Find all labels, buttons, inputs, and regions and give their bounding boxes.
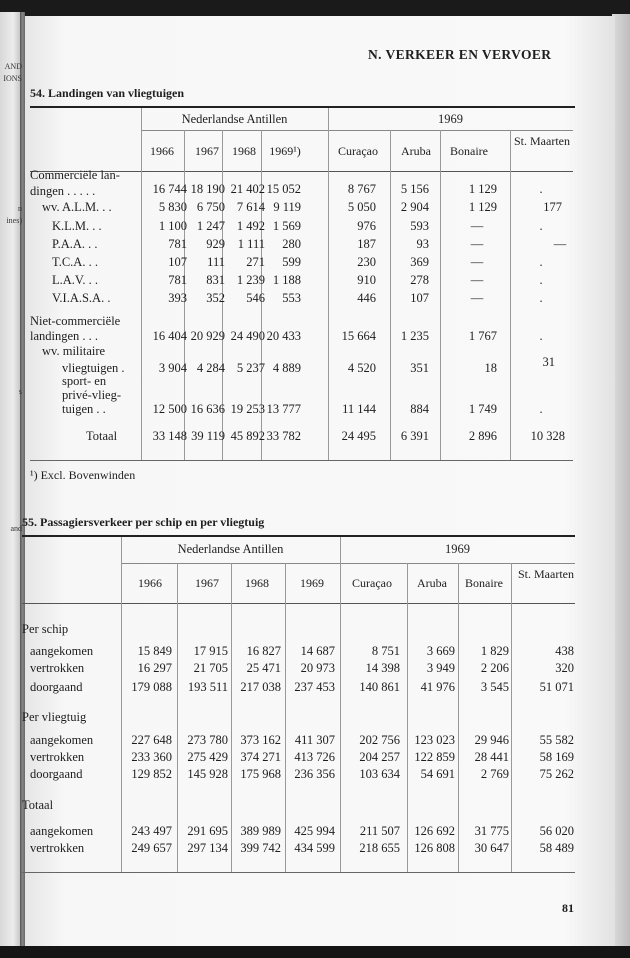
table-title: 54. Landingen van vliegtuigen xyxy=(30,86,185,100)
table-cell: . xyxy=(539,219,543,233)
table-cell: 831 xyxy=(206,273,225,287)
table-cell: 140 861 xyxy=(359,680,400,694)
column-divider xyxy=(121,537,122,872)
table-cell: 411 307 xyxy=(294,733,335,747)
table-cell: 243 497 xyxy=(131,824,172,838)
table-cell: 1 129 xyxy=(468,182,497,196)
table-cell: 16 827 xyxy=(246,644,281,658)
table-cell: 1 749 xyxy=(468,402,497,416)
table-cell: 393 xyxy=(168,291,187,305)
table-cell: 16 404 xyxy=(152,329,187,343)
column-header: Curaçao xyxy=(352,576,392,590)
table-cell: 8 767 xyxy=(347,182,376,196)
table-cell: 16 297 xyxy=(137,661,172,675)
table-cell: 271 xyxy=(246,255,265,269)
table-cell: 373 162 xyxy=(240,733,281,747)
table-cell: 51 071 xyxy=(539,680,574,694)
table-cell: 929 xyxy=(206,237,225,251)
row-label-line: vliegtuigen . xyxy=(62,361,125,375)
table-cell: 237 453 xyxy=(294,680,335,694)
table-cell: 1 829 xyxy=(480,644,509,658)
table-cell: . xyxy=(539,291,543,305)
table-cell: 5 237 xyxy=(236,361,265,375)
table-top-rule xyxy=(22,535,575,537)
facing-page-edge xyxy=(0,12,22,952)
page-number: 81 xyxy=(562,901,574,915)
table-cell: 4 889 xyxy=(272,361,301,375)
table-cell: 111 xyxy=(207,255,225,269)
table-cell: 230 xyxy=(357,255,376,269)
row-label: vertrokken xyxy=(30,661,85,675)
column-header: St. Maarten xyxy=(518,567,574,581)
table-cell: 976 xyxy=(357,219,376,233)
table-cell: — xyxy=(470,273,484,287)
table-cell: 599 xyxy=(282,255,301,269)
table-cell: 351 xyxy=(410,361,429,375)
table-cell: 781 xyxy=(168,273,187,287)
table-cell: 8 751 xyxy=(371,644,400,658)
table-cell: 145 928 xyxy=(187,767,228,781)
header-divider xyxy=(141,130,573,131)
row-label: aangekomen xyxy=(30,824,94,838)
table-cell: 3 904 xyxy=(158,361,187,375)
row-label-line: wv. A.L.M. . . xyxy=(42,200,112,214)
table-title: 55. Passagiersverkeer per schip en per vliegtuig xyxy=(22,515,265,529)
margin-fragment: s xyxy=(18,387,22,396)
column-header: Aruba xyxy=(417,576,447,590)
row-label-line: wv. militaire xyxy=(42,344,106,358)
row-label: aangekomen xyxy=(30,733,94,747)
column-header: Curaçao xyxy=(338,144,378,158)
table-cell: 204 257 xyxy=(359,750,400,764)
table-cell: 217 038 xyxy=(240,680,281,694)
table-cell: 20 929 xyxy=(190,329,225,343)
table-cell: 31 xyxy=(542,355,555,369)
table-cell: 1 767 xyxy=(468,329,497,343)
column-header: 1968 xyxy=(232,144,256,158)
table-cell: 24 490 xyxy=(230,329,265,343)
table-cell: 291 695 xyxy=(187,824,228,838)
margin-fragment: and xyxy=(10,524,22,533)
table-cell: 1 188 xyxy=(272,273,301,287)
table-cell: 553 xyxy=(282,291,301,305)
table-cell: 103 634 xyxy=(359,767,400,781)
row-label-line: P.A.A. . . xyxy=(52,237,98,251)
table-cell: 249 657 xyxy=(131,841,172,855)
group-header: 1969 xyxy=(438,112,463,126)
table-cell: 175 968 xyxy=(240,767,281,781)
table-cell: 122 859 xyxy=(414,750,455,764)
table-cell: 4 520 xyxy=(347,361,376,375)
table-cell: . xyxy=(539,273,543,287)
table-cell: 3 949 xyxy=(426,661,455,675)
row-label: vertrokken xyxy=(30,750,85,764)
table-cell: 39 119 xyxy=(191,429,225,443)
table-cell: 9 119 xyxy=(273,200,301,214)
table-cell: 884 xyxy=(410,402,429,416)
table-cell: 1 129 xyxy=(468,200,497,214)
header-divider xyxy=(121,563,575,564)
table-cell: 278 xyxy=(410,273,429,287)
table-cell: 19 253 xyxy=(230,402,265,416)
row-label-line: landingen . . . xyxy=(30,329,99,343)
table-cell: 126 692 xyxy=(414,824,455,838)
table-cell: 193 511 xyxy=(187,680,228,694)
row-label: doorgaand xyxy=(30,680,83,694)
table-cell: 233 360 xyxy=(131,750,172,764)
table-cell: 236 356 xyxy=(294,767,335,781)
table-cell: 4 284 xyxy=(196,361,225,375)
table-cell: 2 769 xyxy=(480,767,509,781)
table-cell: 2 904 xyxy=(400,200,429,214)
table-cell: 56 020 xyxy=(539,824,574,838)
table-cell: . xyxy=(539,402,543,416)
table-cell: 15 664 xyxy=(341,329,376,343)
table-cell: 218 655 xyxy=(359,841,400,855)
table-cell: 434 599 xyxy=(294,841,335,855)
table-cell: 21 705 xyxy=(193,661,228,675)
table-cell: 546 xyxy=(246,291,265,305)
table-cell: 211 507 xyxy=(359,824,400,838)
table-cell: 28 441 xyxy=(474,750,509,764)
table-cell: 910 xyxy=(357,273,376,287)
margin-fragment: n xyxy=(18,204,22,213)
table-cell: — xyxy=(470,219,484,233)
table-cell: 374 271 xyxy=(240,750,281,764)
table-cell: 1 492 xyxy=(236,219,265,233)
table-cell: 6 750 xyxy=(196,200,225,214)
group-label: Totaal xyxy=(22,798,54,812)
table-cell: 12 500 xyxy=(152,402,187,416)
row-label-line: L.A.V. . . xyxy=(52,273,98,287)
table-cell: 1 247 xyxy=(196,219,225,233)
column-header: Aruba xyxy=(401,144,431,158)
table-cell: . xyxy=(539,182,543,196)
table-cell: 16 636 xyxy=(190,402,225,416)
table-cell: 446 xyxy=(357,291,376,305)
table-cell: 273 780 xyxy=(187,733,228,747)
row-label: vertrokken xyxy=(30,841,85,855)
table-cell: 1 100 xyxy=(158,219,187,233)
table-cell: 438 xyxy=(555,644,574,658)
table-cell: 227 648 xyxy=(131,733,172,747)
footnote: ¹) Excl. Bovenwinden xyxy=(30,468,136,482)
row-label: doorgaand xyxy=(30,767,83,781)
table-cell: 425 994 xyxy=(294,824,335,838)
margin-fragment: AND xyxy=(4,62,22,71)
table-cell: 123 023 xyxy=(414,733,455,747)
column-header: 1966 xyxy=(138,576,162,590)
table-bottom-rule xyxy=(22,872,575,873)
column-header: 1967 xyxy=(195,576,219,590)
table-cell: 413 726 xyxy=(294,750,335,764)
table-cell: 126 808 xyxy=(414,841,455,855)
table-cell: 18 190 xyxy=(190,182,225,196)
table-cell: 17 915 xyxy=(193,644,228,658)
table-cell: 1 569 xyxy=(272,219,301,233)
column-header: St. Maarten xyxy=(514,134,570,148)
column-header: 1967 xyxy=(195,144,219,158)
table-cell: 399 742 xyxy=(240,841,281,855)
row-label-line: sport- en xyxy=(62,374,107,388)
table-cell: 25 471 xyxy=(246,661,281,675)
table-cell: 58 489 xyxy=(539,841,574,855)
column-header: Bonaire xyxy=(465,576,503,590)
margin-fragment: ines) xyxy=(6,216,22,225)
row-label-line: K.L.M. . . xyxy=(52,219,102,233)
table-cell: 2 896 xyxy=(468,429,497,443)
table-cell: 2 206 xyxy=(480,661,509,675)
column-header: 1969¹) xyxy=(269,144,301,158)
table-cell: 20 433 xyxy=(266,329,301,343)
row-label-line: tuigen . . xyxy=(62,402,106,416)
table-cell: 24 495 xyxy=(341,429,376,443)
table-cell: — xyxy=(470,291,484,305)
table-cell: 107 xyxy=(410,291,429,305)
table-cell: 369 xyxy=(410,255,429,269)
table-cell: 93 xyxy=(416,237,429,251)
table-cell: 15 849 xyxy=(137,644,172,658)
table-cell: 33 148 xyxy=(152,429,187,443)
table-cell: 75 262 xyxy=(539,767,574,781)
row-label-line: T.C.A. . . xyxy=(52,255,98,269)
row-label-line: dingen . . . . . xyxy=(30,184,96,198)
table-cell: 593 xyxy=(410,219,429,233)
table-cell: 1 235 xyxy=(400,329,429,343)
group-header: Nederlandse Antillen xyxy=(177,542,284,556)
row-label: aangekomen xyxy=(30,644,94,658)
table-cell: 3 669 xyxy=(426,644,455,658)
column-header: 1968 xyxy=(245,576,269,590)
table-cell: 14 398 xyxy=(365,661,400,675)
table-cell: 280 xyxy=(282,237,301,251)
table-cell: 107 xyxy=(168,255,187,269)
table-cell: 5 830 xyxy=(158,200,187,214)
table-cell: 20 973 xyxy=(300,661,335,675)
table-cell: — xyxy=(553,237,567,251)
table-cell: 187 xyxy=(357,237,376,251)
table-cell: . xyxy=(539,255,543,269)
table-cell: 3 545 xyxy=(480,680,509,694)
table-cell: 18 xyxy=(484,361,497,375)
margin-fragment: IONS xyxy=(3,74,22,83)
column-divider xyxy=(510,130,511,460)
table-cell: . xyxy=(539,329,543,343)
group-header: Nederlandse Antillen xyxy=(181,112,288,126)
table-cell: 1 111 xyxy=(237,237,265,251)
group-label: Per schip xyxy=(22,622,69,636)
table-bottom-rule xyxy=(30,460,573,461)
table-cell: 55 582 xyxy=(539,733,574,747)
row-label-line: privé-vlieg- xyxy=(62,388,122,402)
table-cell: 275 429 xyxy=(187,750,228,764)
table-cell: 177 xyxy=(543,200,562,214)
table-cell: 202 756 xyxy=(359,733,400,747)
header-bottom-rule xyxy=(22,603,575,604)
table-cell: 54 691 xyxy=(420,767,455,781)
table-cell: 41 976 xyxy=(420,680,455,694)
table-cell: — xyxy=(470,237,484,251)
table-cell: 15 052 xyxy=(266,182,301,196)
row-label-line: V.I.A.S.A. . xyxy=(52,291,111,305)
table-cell: 6 391 xyxy=(400,429,429,443)
table-cell: 5 156 xyxy=(400,182,429,196)
table-cell: 45 892 xyxy=(230,429,265,443)
table-cell: 14 687 xyxy=(300,644,335,658)
table-cell: 297 134 xyxy=(187,841,228,855)
table-cell: 21 402 xyxy=(230,182,265,196)
table-cell: 389 989 xyxy=(240,824,281,838)
column-header: 1969 xyxy=(300,576,324,590)
table-cell: 29 946 xyxy=(474,733,509,747)
table-cell: 352 xyxy=(206,291,225,305)
table-cell: 781 xyxy=(168,237,187,251)
column-header: 1966 xyxy=(150,144,174,158)
table-cell: — xyxy=(470,255,484,269)
table-cell: 11 144 xyxy=(342,402,376,416)
row-label-line: Totaal xyxy=(86,429,118,443)
table-cell: 7 614 xyxy=(236,200,265,214)
table-cell: 1 239 xyxy=(236,273,265,287)
table-top-rule xyxy=(30,106,575,108)
group-header: 1969 xyxy=(445,542,470,556)
scan-bottom-edge xyxy=(0,946,630,958)
column-header: Bonaire xyxy=(450,144,488,158)
row-label-line: Commerciële lan- xyxy=(30,168,120,182)
table-cell: 10 328 xyxy=(530,429,565,443)
table-cell: 30 647 xyxy=(474,841,509,855)
table-cell: 5 050 xyxy=(347,200,376,214)
table-cell: 320 xyxy=(555,661,574,675)
table-cell: 179 088 xyxy=(131,680,172,694)
table-cell: 16 744 xyxy=(152,182,187,196)
table-cell: 33 782 xyxy=(266,429,301,443)
table-cell: 129 852 xyxy=(131,767,172,781)
table-cell: 58 169 xyxy=(539,750,574,764)
running-head: N. VERKEER EN VERVOER xyxy=(368,47,552,62)
column-divider xyxy=(340,537,341,872)
table-cell: 13 777 xyxy=(266,402,301,416)
group-label: Per vliegtuig xyxy=(22,710,87,724)
table-cell: 31 775 xyxy=(474,824,509,838)
row-label-line: Niet-commerciële xyxy=(30,314,121,328)
